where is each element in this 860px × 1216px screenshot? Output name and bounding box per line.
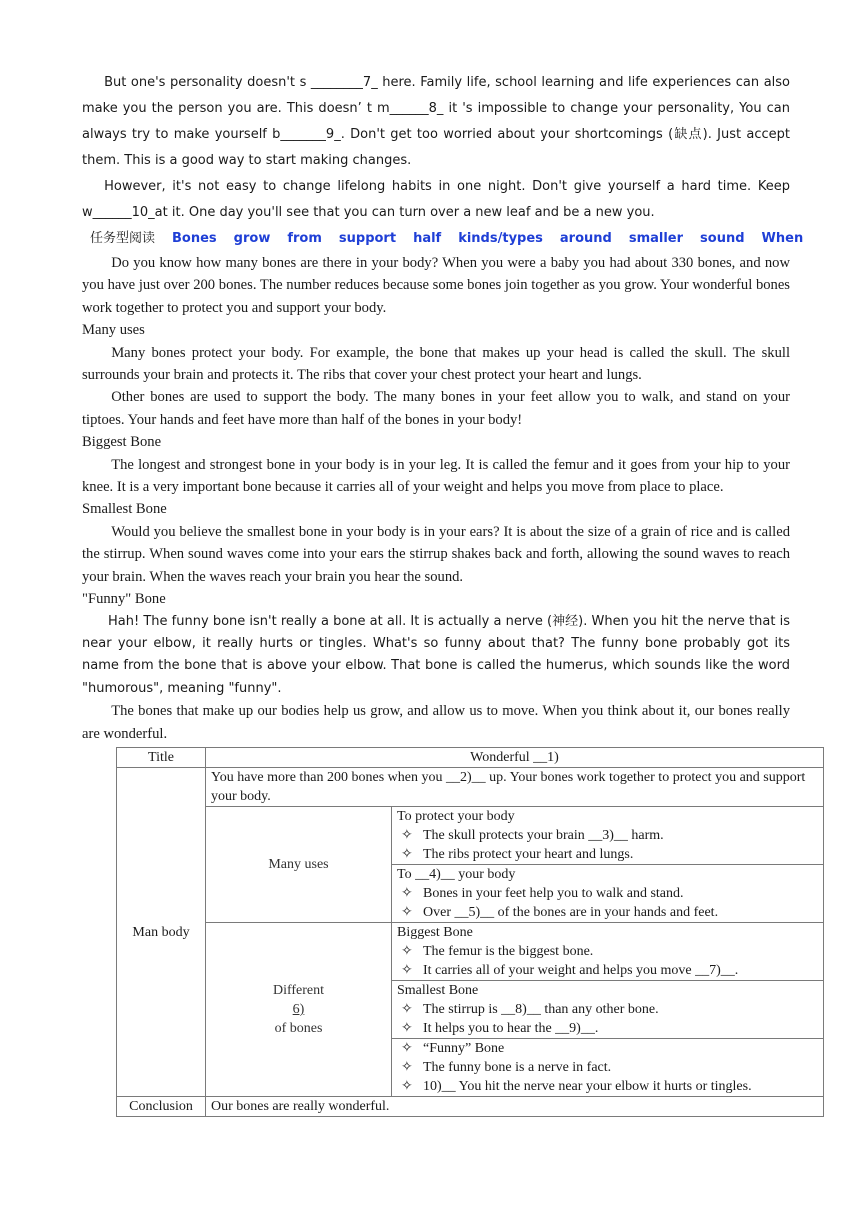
many-uses-paragraph-2: Other bones are used to support the body. The many bones in your feet allow you to walk, and stand on your tiptoes. Your hands and feet have more than half of the bones in your body! [82,389,790,428]
support-heading: To __4)__ your body [397,867,516,882]
man-body-cell: Man body [117,768,206,1097]
funny-bullet-3: ✧ 10)__ You hit the nerve near your elbow it hurts or tingles. [401,1079,752,1094]
bullet-icon: ✧ [401,1060,413,1075]
biggest-bone-paragraph: The longest and strongest bone in your body is in your leg. It is called the femur and it goes from your hip to your knee. It is a very important bone because it carries all of your weight and helps you move from place to place. [82,456,790,496]
smallest-bullet-2: ✧ It helps you to hear the __9)__. [401,1021,599,1036]
word-bank-item: from [287,231,322,246]
closing-paragraph: The bones that make up our bodies help us grow, and allow us to move. When you think about it, our bones really are wonderful. [82,703,790,742]
bullet-icon: ✧ [401,944,413,959]
protect-heading: To protect your body [397,809,515,824]
word-bank-item: When [761,231,804,246]
bullet-icon: ✧ [401,1041,413,1056]
title-label-cell: Title [117,748,206,768]
bullet-icon: ✧ [401,1021,413,1036]
bullet-icon: ✧ [401,963,413,978]
biggest-bullet-1: ✧ The femur is the biggest bone. [401,944,594,959]
article-intro: Do you know how many bones are there in your body? When you were a baby you had about 330 bones, and now you have just over 200 bones. The number reduces because some bones join together as you grow. Your wonderful bones work together to protect you and support your body. [82,255,790,316]
funny-bullet-2: ✧ The funny bone is a nerve in fact. [401,1060,612,1075]
protect-cell [392,807,824,865]
funny-bone-paragraph: Hah! The funny bone isn't really a bone at all. It is actually a nerve (神经). When you hit the nerve that is near your elbow, it really hurts or tingles. What's so funny about that? The funny bone probably got its name from the bone that is above your elbow. That bone is called the humerus, which sounds like the word "humorous", meaning "funny". [82,613,790,696]
bullet-icon: ✧ [401,1002,413,1017]
support-bullet-1: ✧ Bones in your feet help you to walk and stand. [401,886,684,901]
bullet-icon: ✧ [401,1079,413,1094]
word-bank-item: support [338,231,397,246]
smallest-heading: Smallest Bone [397,983,479,998]
word-bank-item: sound [700,231,745,246]
support-bullet-2: ✧ Over __5)__ of the bones are in your hands and feet. [401,905,719,920]
word-bank-item: grow [233,231,271,246]
bullet-icon: ✧ [401,905,413,920]
summary-table [116,747,824,1117]
many-uses-cell: Many uses [206,807,392,923]
word-bank-item: kinds/types [458,231,543,246]
smallest-bone-paragraph: Would you believe the smallest bone in your body is in your ears? It is about the size of a grain of rice and is called the stirrup. When sound waves come into your ears the stirrup shakes back and forth, allowing the sound waves to reach your brain. When the waves reach your brain you hear the sound. [82,523,790,585]
biggest-cell [392,923,824,981]
worksheet-page [82,70,804,745]
protect-bullet-1: ✧ The skull protects your brain __3)__ harm. [401,828,664,843]
word-bank [155,231,803,246]
support-cell [392,865,824,923]
conclusion-label-cell: Conclusion [117,1097,206,1117]
heading-funny-bone: "Funny" Bone [82,591,166,608]
biggest-bullet-2: ✧ It carries all of your weight and helps you move __7)__. [401,963,739,978]
cloze-paragraph-1: But one's personality doesn't s ________7_ here. Family life, school learning and life experiences can also make you the person you are. This doesn’ t m______8_ it 's impossible to change your personality, You can always try to make yourself b_______9_. Don't get too worried about your shortcomings (缺点). Just accept them. This is a good way to start making changes. [82,75,790,168]
heading-many-uses: Many uses [82,322,145,339]
different-kinds-cell: Different 6) of bones [206,923,392,1097]
heading-biggest-bone: Biggest Bone [82,434,162,451]
smallest-bullet-1: ✧ The stirrup is __8)__ than any other bone. [401,1002,659,1017]
cloze-paragraph-2: However, it's not easy to change lifelong habits in one night. Don't give yourself a hard time. Keep w______10_at it. One day you'll see that you can turn over a new leaf and be a new you. [82,179,790,220]
bullet-icon: ✧ [401,886,413,901]
overview-cell: You have more than 200 bones when you __2)__ up. Your bones work together to protect you and support your body. [206,768,824,807]
bullet-icon: ✧ [401,847,413,862]
many-uses-paragraph-1: Many bones protect your body. For example, the bone that makes up your head is called the skull. The skull surrounds your brain and protects it. The ribs that cover your chest protect your heart and lungs. [82,344,790,384]
bullet-icon: ✧ [401,828,413,843]
funny-cell [392,1039,824,1097]
word-bank-item: around [559,231,612,246]
smallest-cell [392,981,824,1039]
word-bank-item: Bones [172,231,217,246]
protect-bullet-2: ✧ The ribs protect your heart and lungs. [401,847,634,862]
task-label: 任务型阅读 [90,231,156,246]
word-bank-item: smaller [628,231,684,246]
conclusion-value-cell: Our bones are really wonderful. [206,1097,824,1117]
word-bank-item: half [413,231,442,246]
title-value-cell: Wonderful __1) [206,748,824,768]
biggest-heading: Biggest Bone [397,925,473,940]
heading-smallest-bone: Smallest Bone [82,501,167,518]
task-reading-header [90,226,804,252]
funny-bullet-1: ✧ “Funny” Bone [401,1041,505,1056]
